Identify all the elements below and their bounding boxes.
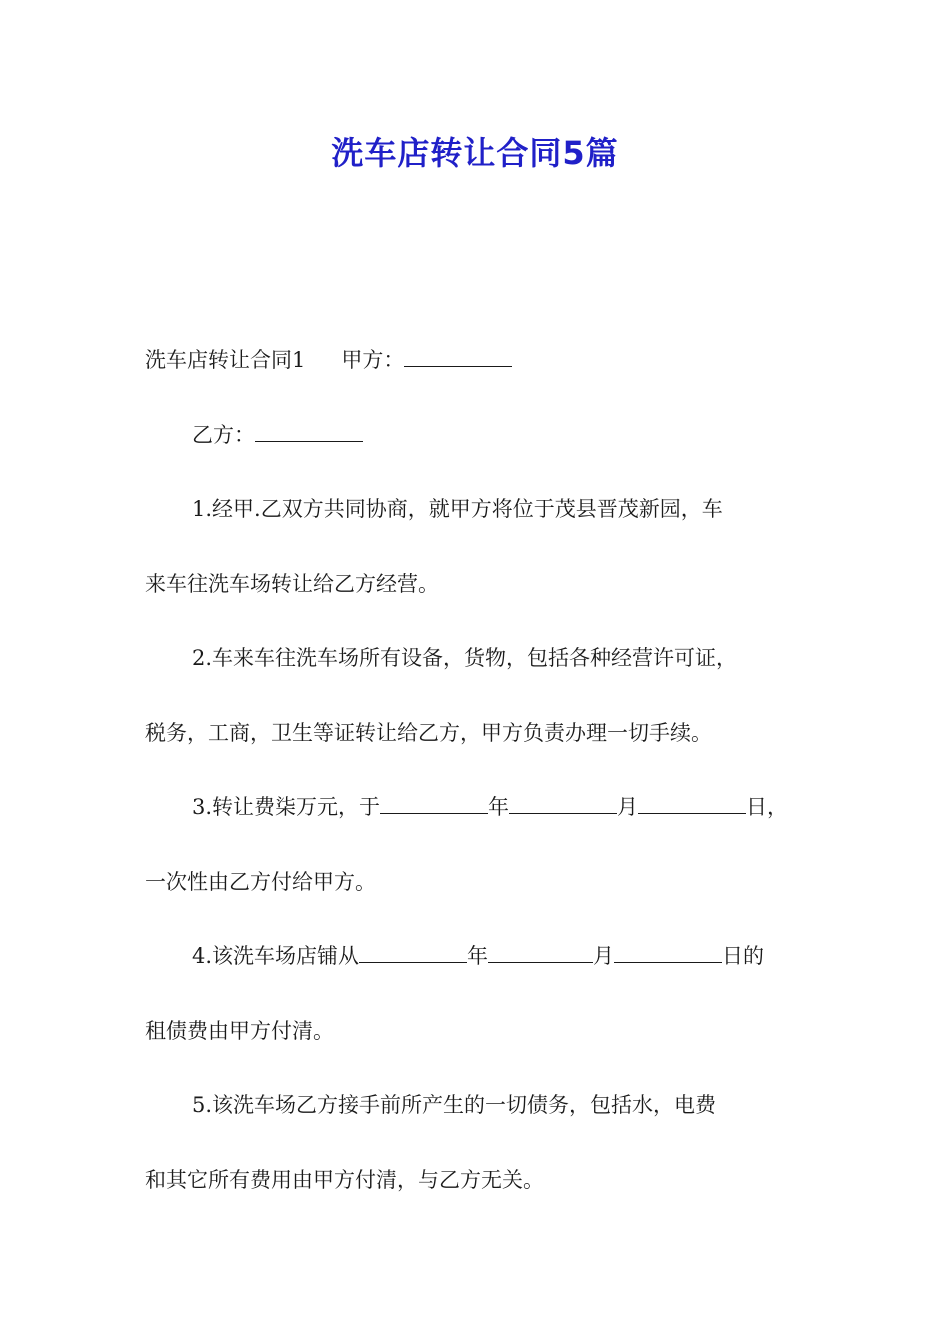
clause-5-line-2: 和其它所有费用由甲方付清，与乙方无关。 — [145, 1168, 544, 1192]
clause-5-line-1: 5.该洗车场乙方接手前所产生的一切债务，包括水，电费 — [192, 1093, 717, 1117]
contract-heading-line — [145, 345, 810, 375]
clause-3-day-blank — [638, 792, 746, 814]
clause-1-line-2: 来车往洗车场转让给乙方经营。 — [145, 572, 439, 596]
clause-4-line-1 — [192, 941, 810, 971]
party-b-line — [192, 420, 810, 450]
clause-3-line-2: 一次性由乙方付给甲方。 — [145, 870, 376, 894]
clause-3-prefix: 3.转让费柒万元，于 — [192, 795, 381, 819]
contract-heading: 洗车店转让合同1 — [145, 348, 306, 372]
party-b-label: 乙方： — [192, 423, 255, 447]
clause-3-day: 日， — [746, 795, 789, 819]
clause-4-day: 日的 — [722, 944, 765, 968]
party-a-label: 甲方： — [341, 348, 405, 372]
clause-3-year: 年 — [488, 795, 510, 819]
party-a-blank — [404, 345, 512, 367]
clause-4-prefix: 4.该洗车场店铺从 — [192, 944, 360, 968]
clause-4-line-2: 租债费由甲方付清。 — [145, 1019, 334, 1043]
clause-4-year-blank — [359, 941, 467, 963]
clause-4-year: 年 — [467, 944, 489, 968]
clause-3-year-blank — [380, 792, 488, 814]
clause-3-month-blank — [509, 792, 617, 814]
clause-2-line-2: 税务，工商，卫生等证转让给乙方，甲方负责办理一切手续。 — [145, 721, 712, 745]
clause-2-line-1: 2.车来车往洗车场所有设备，货物，包括各种经营许可证， — [192, 646, 738, 670]
clause-3-line-1 — [192, 792, 810, 822]
clause-3-month: 月 — [617, 795, 639, 819]
clause-4-month: 月 — [593, 944, 615, 968]
party-b-blank — [255, 420, 363, 442]
document-title: 洗车店转让合同5篇 — [331, 134, 619, 172]
clause-1-line-1: 1.经甲.乙双方共同协商，就甲方将位于茂县晋茂新园，车 — [192, 497, 723, 521]
clause-4-month-blank — [488, 941, 593, 963]
clause-4-day-blank — [614, 941, 722, 963]
